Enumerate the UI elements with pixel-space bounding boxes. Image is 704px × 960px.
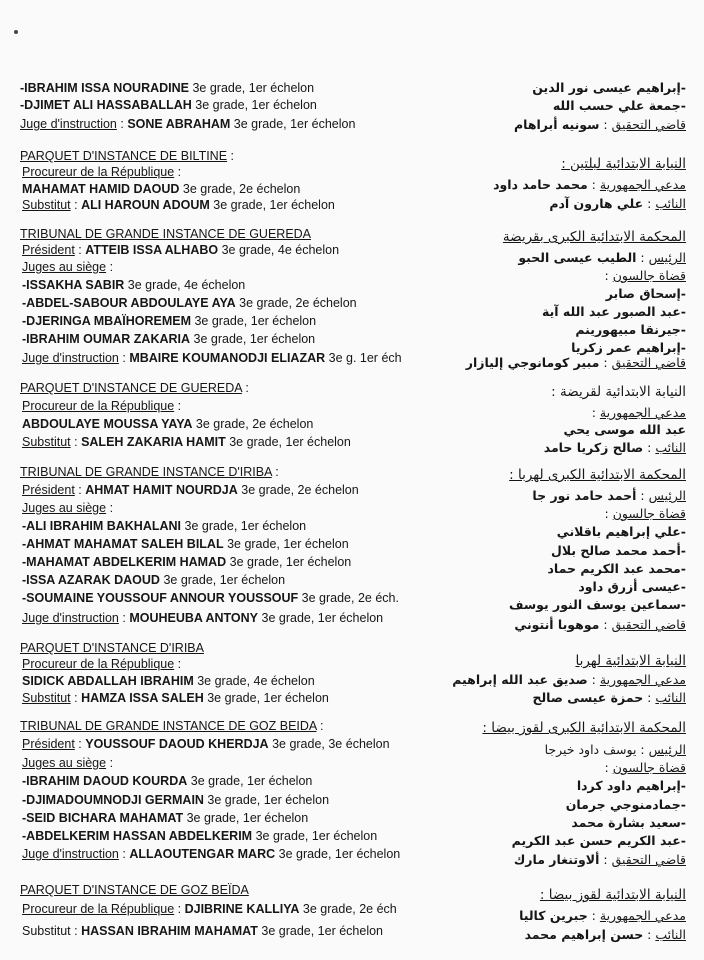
ar-judge-line: -إبراهيم عمر زكريا <box>571 340 686 355</box>
ar-judge-line: -جيرنقا مبيهورينم <box>575 322 686 337</box>
fr-substitut-line: Substitut : HAMZA ISSA SALEH 3e grade, 1er échelon <box>22 691 329 705</box>
fr-instruction-line: Juge d'instruction : SONE ABRAHAM 3e grade, 1er échelon <box>20 117 356 131</box>
ar-judge-line: -جمادمنوجي جرمان <box>565 797 686 812</box>
fr-substitut-line: Substitut : HASSAN IBRAHIM MAHAMAT 3e grade, 1er échelon <box>22 924 383 938</box>
ar-judge-line: -عبد الكريم حسن عبد الكريم <box>511 833 686 848</box>
ar-section-title: المحكمة الابتدائية الكبرى بقريضة <box>502 229 686 245</box>
fr-role-line: Juges au siège : <box>22 756 114 770</box>
fr-judge-line: -MAHAMAT ABDELKERIM HAMAD 3e grade, 1er échelon <box>22 555 352 569</box>
fr-section-title: PARQUET D'INSTANCE DE BILTINE : <box>20 149 235 163</box>
fr-judge-line: -ALI IBRAHIM BAKHALANI 3e grade, 1er échelon <box>22 519 307 533</box>
fr-name-line: ABDOULAYE MOUSSA YAYA 3e grade, 2e échelon <box>22 417 314 431</box>
ar-president-line: الرئيس : يوسف داود خيرجا <box>544 742 686 757</box>
fr-instruction-line: Juge d'instruction : MOUHEUBA ANTONY 3e grade, 1er échelon <box>22 611 384 625</box>
ar-substitut-line: النائب : حسن إبراهيم محمد <box>524 927 686 942</box>
ar-judge-line: -علي إبراهيم باقلاني <box>556 524 686 539</box>
fr-role-line: Procureur de la République : <box>22 399 182 413</box>
ar-procureur-line: مدعي الجمهورية : محمد حامد داود <box>493 177 686 192</box>
fr-judge-line: -DJERINGA MBAÏHOREMEM 3e grade, 1er échelon <box>22 314 317 328</box>
fr-judge-line: -ABDELKERIM HASSAN ABDELKERIM 3e grade, 1er échelon <box>22 829 378 843</box>
ar-section-title: النيابة الابتدائية لقريضة : <box>551 384 686 400</box>
fr-judge-line: -SEID BICHARA MAHAMAT 3e grade, 1er échelon <box>22 811 309 825</box>
fr-judge-line: -ISSAKHA SABIR 3e grade, 4e échelon <box>22 278 246 292</box>
fr-role-line: Procureur de la République : <box>22 657 182 671</box>
ar-judge-line: -أحمد محمد صالح بلال <box>551 543 686 558</box>
fr-section-title: TRIBUNAL DE GRANDE INSTANCE DE GUEREDA <box>20 227 312 241</box>
fr-president-line: Président : AHMAT HAMIT NOURDJA 3e grade, 2e échelon <box>22 483 359 497</box>
fr-judge-line: -IBRAHIM ISSA NOURADINE 3e grade, 1er échelon <box>20 81 315 95</box>
ar-role-line: قضاة جالسون : <box>604 760 686 775</box>
ar-judge-line: -سعيد بشارة محمد <box>571 815 686 830</box>
ar-instruction-line: قاضي التحقيق : موهوبا أنتوني <box>514 617 686 632</box>
ar-substitut-line: النائب : صالح زكريا حامد <box>543 440 686 455</box>
fr-section-title: PARQUET D'INSTANCE DE GOZ BEÏDA <box>20 883 249 897</box>
ar-judge-line: -عيسى أزرق داود <box>578 579 686 594</box>
fr-role-line: Juges au siège : <box>22 260 114 274</box>
fr-name-line: MAHAMAT HAMID DAOUD 3e grade, 2e échelon <box>22 182 301 196</box>
fr-judge-line: -SOUMAINE YOUSSOUF ANNOUR YOUSSOUF 3e grade, 2e éch. <box>22 591 399 605</box>
fr-role-line: Juges au siège : <box>22 501 114 515</box>
fr-role-line: Procureur de la République : <box>22 165 182 179</box>
fr-president-line: Président : YOUSSOUF DAOUD KHERDJA 3e grade, 3e échelon <box>22 737 390 751</box>
fr-judge-line: -IBRAHIM DAOUD KOURDA 3e grade, 1er échelon <box>22 774 313 788</box>
fr-judge-line: -DJIMET ALI HASSABALLAH 3e grade, 1er échelon <box>20 98 317 112</box>
ar-substitut-line: النائب : علي هارون آدم <box>549 196 686 211</box>
ar-judge-line: -إبراهيم داود كردا <box>576 778 686 793</box>
ar-judge-line: -عبد الصبور عبد الله آية <box>542 304 686 319</box>
fr-section-title: TRIBUNAL DE GRANDE INSTANCE DE GOZ BEIDA : <box>20 719 324 733</box>
ar-instruction-line: قاضي التحقيق : سونيه أبراهام <box>513 117 686 132</box>
ar-president-line: الرئيس : الطيب عيسى الحبو <box>518 250 686 265</box>
fr-section-title: PARQUET D'INSTANCE DE GUEREDA : <box>20 381 249 395</box>
ar-role-line: مدعي الجمهورية : <box>591 405 686 420</box>
ar-procureur-line: مدعي الجمهورية : صديق عبد الله إبراهيم <box>452 672 686 687</box>
ar-president-line: الرئيس : أحمد حامد نور جا <box>532 488 686 503</box>
ar-name-line: عبد الله موسى يحي <box>563 422 686 437</box>
fr-name-line: SIDICK ABDALLAH IBRAHIM 3e grade, 4e échelon <box>22 674 315 688</box>
ar-role-line: قضاة جالسون : <box>604 268 686 283</box>
ar-section-title: النيابة الابتدائية لقوز بيضا : <box>539 887 686 903</box>
fr-judge-line: -IBRAHIM OUMAR ZAKARIA 3e grade, 1er échelon <box>22 332 316 346</box>
ar-instruction-line: قاضي التحقيق : مبير كومانوجي إليازار <box>465 355 686 370</box>
ar-judge-line: -إبراهيم عيسى نور الدين <box>532 80 686 95</box>
ar-substitut-line: النائب : حمزة عيسى صالح <box>532 690 686 705</box>
ar-judge-line: -سماعين يوسف النور يوسف <box>508 597 686 612</box>
fr-section-title: TRIBUNAL DE GRANDE INSTANCE D'IRIBA : <box>20 465 279 479</box>
fr-judge-line: -ISSA AZARAK DAOUD 3e grade, 1er échelon <box>22 573 286 587</box>
ar-role-line: قضاة جالسون : <box>604 506 686 521</box>
fr-judge-line: -ABDEL-SABOUR ABDOULAYE AYA 3e grade, 2e échelon <box>22 296 357 310</box>
ar-judge-line: -محمد عبد الكريم حماد <box>547 561 686 576</box>
fr-instruction-line: Juge d'instruction : ALLAOUTENGAR MARC 3e grade, 1er échelon <box>22 847 401 861</box>
ar-judge-line: -جمعة علي حسب الله <box>552 98 686 113</box>
ar-section-title: النيابة الابتدائية لبلتين : <box>561 156 686 172</box>
fr-substitut-line: Substitut : SALEH ZAKARIA HAMIT 3e grade, 1er échelon <box>22 435 351 449</box>
fr-judge-line: -DJIMADOUMNODJI GERMAIN 3e grade, 1er échelon <box>22 793 330 807</box>
ar-instruction-line: قاضي التحقيق : ألاوتنغار مارك <box>513 852 686 867</box>
fr-judge-line: -AHMAT MAHAMAT SALEH BILAL 3e grade, 1er échelon <box>22 537 349 551</box>
fr-procureur-line: Procureur de la République : DJIBRINE KALLIYA 3e grade, 2e éch <box>22 902 397 916</box>
ar-section-title: المحكمة الابتدائية الكبرى لقوز بيضا : <box>482 720 686 736</box>
ar-section-title: المحكمة الابتدائية الكبرى لهربا : <box>509 467 686 483</box>
fr-section-title: PARQUET D'INSTANCE D'IRIBA <box>20 641 204 655</box>
ar-judge-line: -إسحاق صابر <box>605 286 686 301</box>
ar-section-title: النيابة الابتدائية لهربا <box>575 653 686 669</box>
scan-mark <box>14 30 18 34</box>
fr-instruction-line: Juge d'instruction : MBAIRE KOUMANODJI ELIAZAR 3e g. 1er éch <box>22 351 402 365</box>
fr-substitut-line: Substitut : ALI HAROUN ADOUM 3e grade, 1er échelon <box>22 198 335 212</box>
fr-president-line: Président : ATTEIB ISSA ALHABO 3e grade, 4e échelon <box>22 243 340 257</box>
ar-procureur-line: مدعي الجمهورية : جبرين كاليا <box>519 908 686 923</box>
